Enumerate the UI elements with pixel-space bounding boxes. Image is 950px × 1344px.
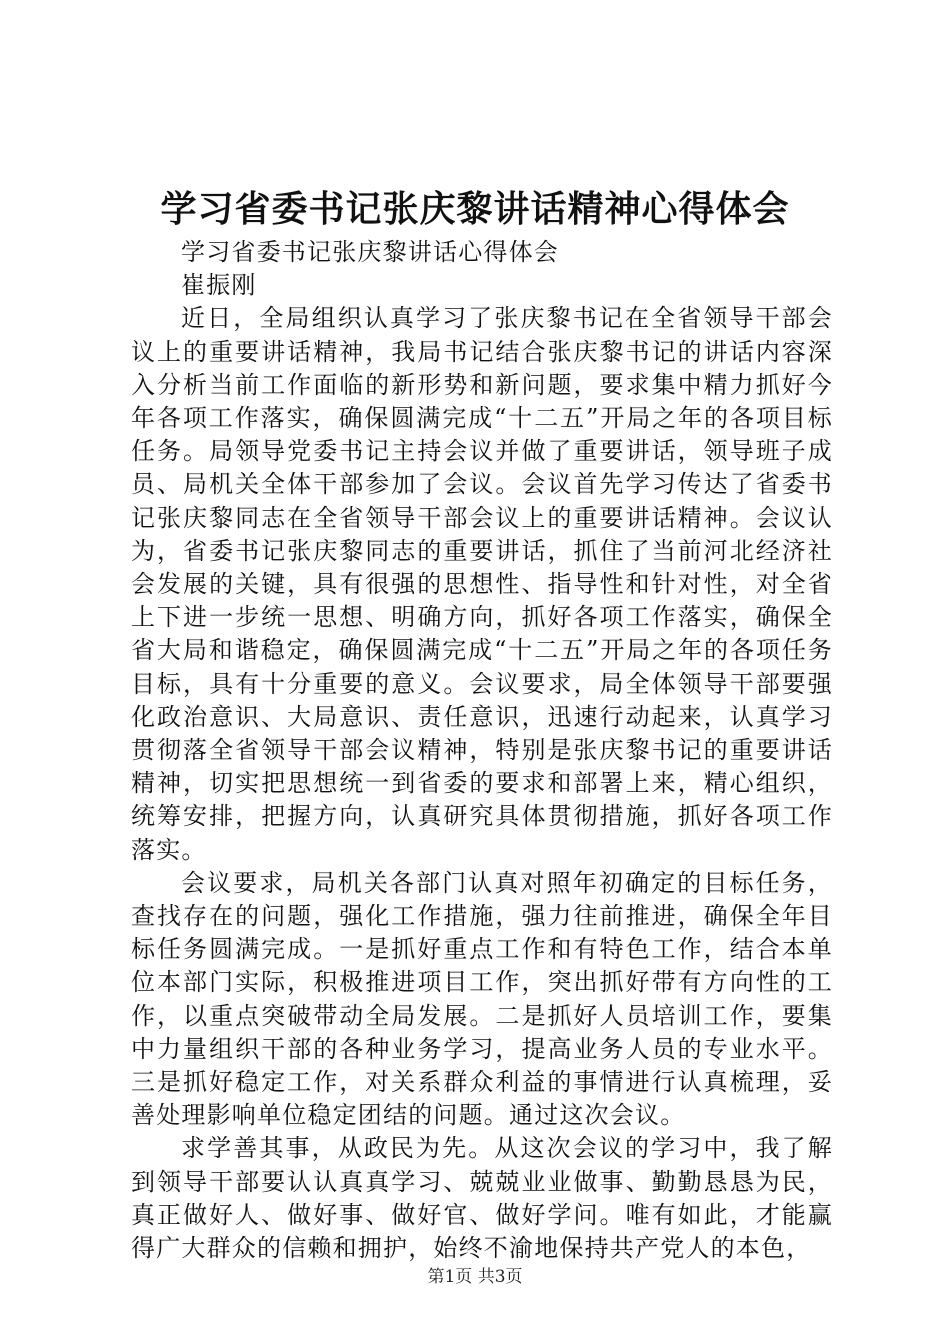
document-title: 学习省委书记张庆黎讲话精神心得体会: [160, 188, 790, 230]
body-paragraph-3: 求学善其事，从政民为先。从这次会议的学习中，我了解到领导干部要认认真真学习、兢兢业业做事、勤勤恳恳为民，真正做好人、做好事、做好官、做好学问。唯有如此，才能赢得广大群众的信赖和拥护，始终不渝地保持共产党人的本色，: [131, 1134, 833, 1263]
body-paragraph-2: 会议要求，局机关各部门认真对照年初确定的目标任务，查找存在的问题，强化工作措施，强力往前推进，确保全年目标任务圆满完成。一是抓好重点工作和有特色工作，结合本单位本部门实际，积极推进项目工作，突出抓好带有方向性的工作，以重点突破带动全局发展。二是抓好人员培训工作，要集中力量组织干部的各种业务学习，提高业务人员的专业水平。三是抓好稳定工作，对关系群众利益的事情进行认真梳理，妥善处理影响单位稳定团结的问题。通过这次会议。: [131, 868, 833, 1130]
document-author: 崔振刚: [181, 271, 257, 300]
document-subtitle: 学习省委书记张庆黎讲话心得体会: [181, 238, 559, 266]
body-paragraph-1: 近日，全局组织认真学习了张庆黎书记在全省领导干部会议上的重要讲话精神，我局书记结合张庆黎书记的讲话内容深入分析当前工作面临的新形势和新问题，要求集中精力抓好今年各项工作落实，确保圆满完成“十二五”开局之年的各项目标任务。局领导党委书记主持会议并做了重要讲话，领导班子成员、局机关全体干部参加了会议。会议首先学习传达了省委书记张庆黎同志在全省领导干部会议上的重要讲话精神。会议认为，省委书记张庆黎同志的重要讲话，抓住了当前河北经济社会发展的关键，具有很强的思想性、指导性和针对性，对全省上下进一步统一思想、明确方向，抓好各项工作落实，确保全省大局和谐稳定，确保圆满完成“十二五”开局之年的各项任务目标，具有十分重要的意义。会议要求，局全体领导干部要强化政治意识、大局意识、责任意识，迅速行动起来，认真学习贯彻落全省领导干部会议精神，特别是张庆黎书记的重要讲话精神，切实把思想统一到省委的要求和部署上来，精心组织，统筹安排，把握方向，认真研究具体贯彻措施，抓好各项工作落实。: [131, 304, 833, 864]
document-body: [131, 236, 833, 1265]
page-footer: 第1页 共3页: [427, 1267, 523, 1287]
